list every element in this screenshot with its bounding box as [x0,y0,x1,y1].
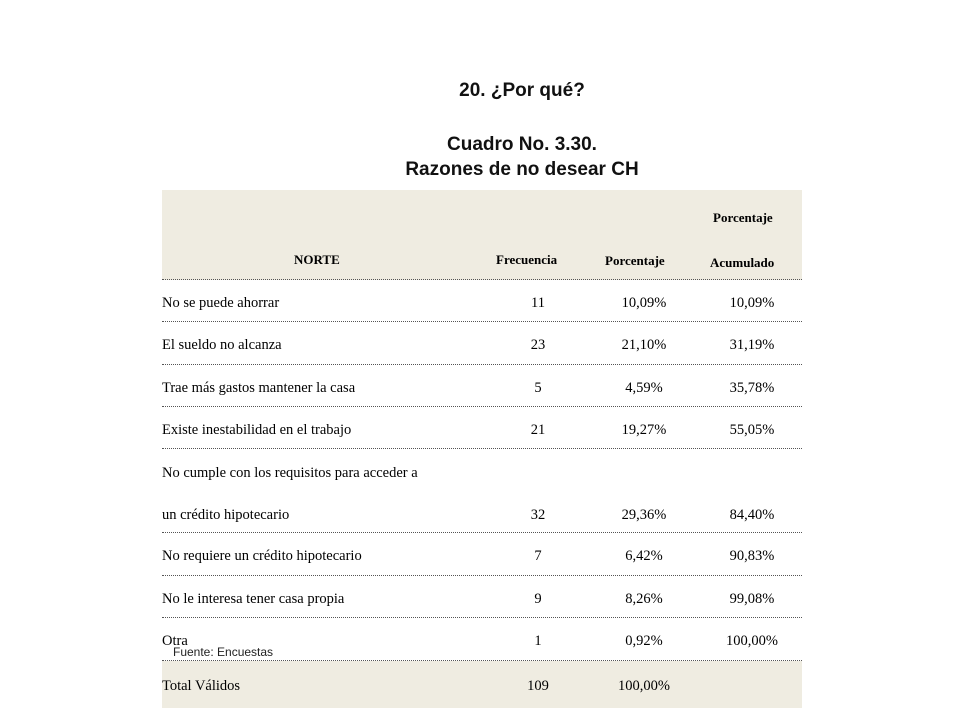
row-label: No le interesa tener casa propia [162,591,345,607]
table-number: Cuadro No. 3.30. [447,134,597,155]
row-label: Existe inestabilidad en el trabajo [162,422,352,438]
table-row: No requiere un crédito hipotecario 7 6,42% 90,83% [162,533,802,576]
table-header-row [162,190,802,280]
data-table [162,190,802,708]
question-title: 20. ¿Por qué? [459,80,585,101]
table-row: Trae más gastos mantener la casa 5 4,59% 35,78% [162,365,802,407]
row-label: No se puede ahorrar [162,295,280,311]
row-label: No requiere un crédito hipotecario [162,548,362,564]
table-row: Otra 1 0,92% 100,00% [162,618,802,661]
table-row: No cumple con los requisitos para acceder a un crédito hipotecario 32 29,36% 84,40% [162,449,802,533]
table-title: Razones de no desear CH [405,159,639,180]
table-row: No le interesa tener casa propia 9 8,26% 99,08% [162,576,802,618]
header-frecuencia: Frecuencia [496,252,558,267]
header-acumulado-line2: Acumulado [710,255,775,270]
row-label: un crédito hipotecario [162,507,290,523]
row-label: Trae más gastos mantener la casa [162,380,356,396]
table-row: El sueldo no alcanza 23 21,10% 31,19% [162,322,802,365]
header-acumulado-line1: Porcentaje [713,210,773,225]
row-label-line1: No cumple con los requisitos para acceder a [162,465,418,481]
row-label: Otra [162,633,188,649]
table-row: No se puede ahorrar 11 10,09% 10,09% [162,280,802,322]
table-total-row: Total Válidos 109 100,00% [162,661,802,708]
header-norte: NORTE [294,252,340,267]
table-row: Existe inestabilidad en el trabajo 21 19,27% 55,05% [162,407,802,449]
source-note: Fuente: Encuestas [173,645,274,659]
row-label: El sueldo no alcanza [162,337,282,353]
header-porcentaje: Porcentaje [605,253,665,268]
total-label: Total Válidos [162,678,241,694]
